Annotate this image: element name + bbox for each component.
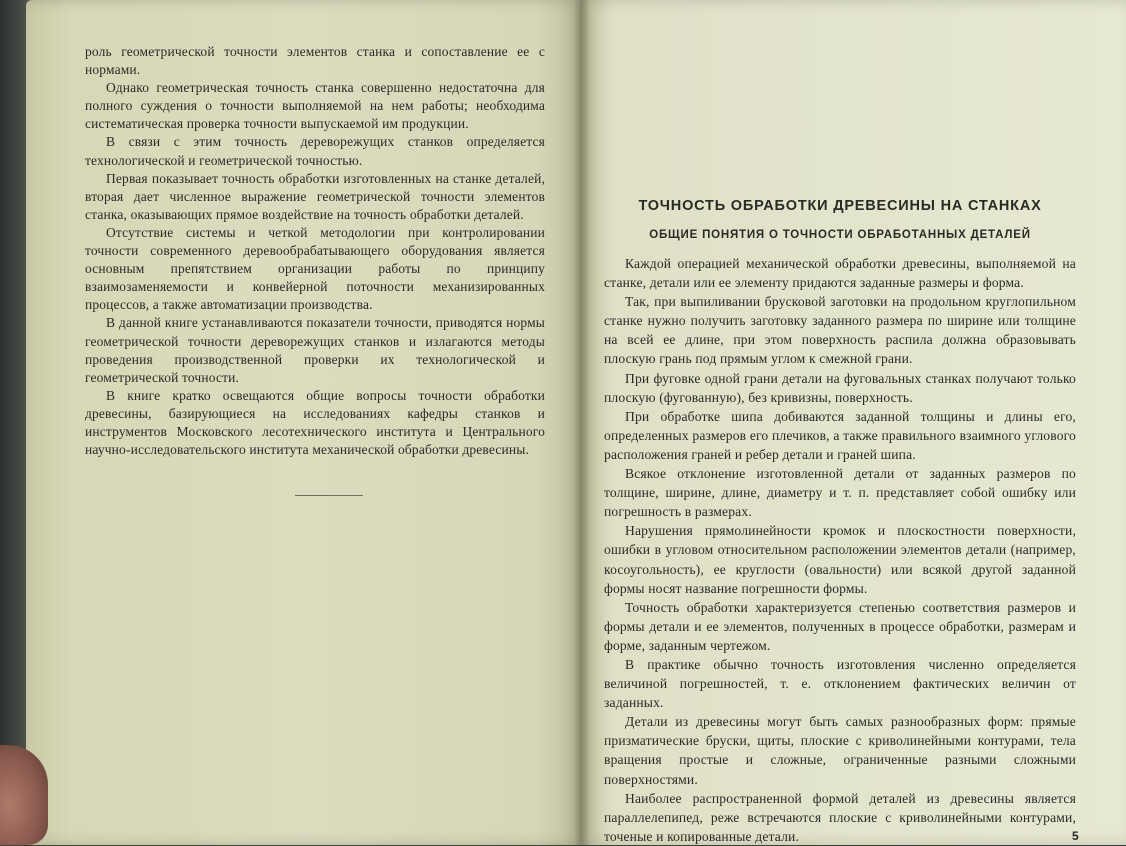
paragraph: Каждой операцией механической обработки древесины, выполняемой на станке, детали или ее элементу придаются заданные размеры и форма. (604, 256, 1076, 291)
paragraph: При фуговке одной грани детали на фуговальных станках получают только плоскую (фугованную), без кривизны, поверхность. (604, 370, 1076, 405)
paragraph: В книге кратко освещаются общие вопросы точности обработки древесины, базирующиеся на исследованиях кафедры станков и инструментов Московского лесотехнического института и Центрального научно-исследовательского института механической обработки древесины. (85, 387, 545, 458)
book-gutter (574, 0, 590, 845)
paragraph: Нарушения прямолинейности кромок и плоскостности поверхности, ошибки в угловом относительном расположении элементов детали (например, косоугольность), ее круглости (овальности) или всякой другой заданной формы носят название погрешности формы. (604, 523, 1076, 596)
paragraph: Детали из древесины могут быть самых разнообразных форм: прямые призматические бруски, щиты, плоские с криволинейными контурами, тела вращения простые и сложные, ограниченные разными сложными поверхностями. (604, 714, 1076, 787)
paragraph: В связи с этим точность дереворежущих станков определяется технологической и геометрической точностью. (85, 134, 545, 168)
left-page-text (85, 43, 545, 459)
paragraph: При обработке шипа добиваются заданной толщины и длины его, определенных размеров его плечиков, а также правильного взаимного углового расположения граней и ребер детали и граней шипа. (604, 408, 1076, 462)
section-heading: ОБЩИЕ ПОНЯТИЯ О ТОЧНОСТИ ОБРАБОТАННЫХ ДЕТАЛЕЙ (649, 229, 1031, 241)
right-page-text (604, 254, 1076, 846)
section-separator-line (295, 495, 363, 496)
paragraph: роль геометрической точности элементов станка и сопоставление ее с нормами. (85, 44, 545, 78)
paragraph: Однако геометрическая точность станка совершенно недостаточна для полного суждения о точности выполняемой на нем работы; необходима систематическая проверка точности выпускаемой им продукции. (85, 80, 545, 132)
paragraph: В данной книге устанавливаются показатели точности, приводятся нормы геометрической точности дереворежущих станков и излагаются методы проведения производственной проверки их технологической и геометрической точности. (85, 315, 545, 385)
page-number: 5 (1072, 829, 1079, 843)
chapter-heading: ТОЧНОСТЬ ОБРАБОТКИ ДРЕВЕСИНЫ НА СТАНКАХ (638, 198, 1042, 214)
paragraph: Точность обработки характеризуется степенью соответствия размеров и формы детали и ее элементов, полученных в процессе обработки, размерам и форме, заданным чертежом. (604, 599, 1076, 653)
paragraph: В практике обычно точность изготовления численно определяется величиной погрешностей, т. е. отклонением фактических величин от заданных. (604, 656, 1076, 711)
paragraph: Так, при выпиливании брусковой заготовки на продольном круглопильном станке нужно получить заготовку заданного размера по ширине или толщине на всей ее длине, при этом поверхность распила должна образовывать плоскую грань под прямым углом к смежной грани. (604, 294, 1076, 367)
paragraph: Первая показывает точность обработки изготовленных на станке деталей, вторая дает численное выражение геометрической точности элементов станка, оказывающих прямое воздействие на точность обработки деталей. (85, 170, 545, 222)
paragraph: Всякое отклонение изготовленной детали от заданных размеров по толщине, ширине, длине, диаметру и т. п. представляет собой ошибку или погрешность в размерах. (604, 466, 1076, 520)
paragraph: Наиболее распространенной формой деталей из древесины является параллелепипед, реже встречаются плоские с криволинейными контурами, точеные и копированные детали. (604, 790, 1076, 844)
paragraph: Отсутствие системы и четкой методологии при контролировании точности современного деревообрабатывающего оборудования является основным препятствием организации работы по принципу взаимозаменяемости и конвейерной поточности механизированных процессов, а также автоматизации производства. (85, 224, 545, 313)
